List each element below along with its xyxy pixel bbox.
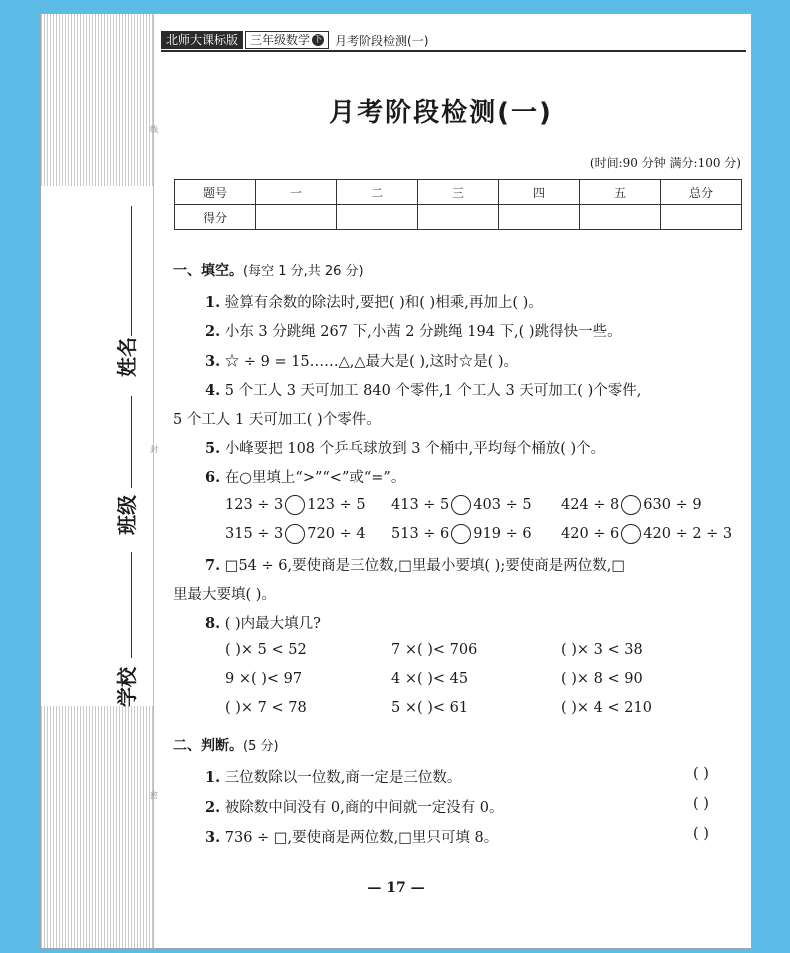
score-header-cell: 题号 <box>175 180 256 205</box>
inequality-item: ( )× 7 < 78 <box>225 700 307 716</box>
compare-item <box>561 524 732 544</box>
question-number: 3. <box>205 829 221 846</box>
question-1-4 <box>205 379 641 400</box>
question-text: ☆ ÷ 9 = 15……△,△最大是( ),这时☆是( )。 <box>224 354 519 370</box>
question-text: 在○里填上“>”“<”或“=”。 <box>224 470 406 486</box>
question-text: 被除数中间没有 0,商的中间就一定没有 0。 <box>224 800 504 816</box>
subject-text: 三年级数学 <box>250 33 311 47</box>
score-cell[interactable] <box>256 205 337 230</box>
compare-left: 315 ÷ 3 <box>225 526 284 542</box>
compare-item <box>561 495 702 515</box>
question-text: ( )内最大填几? <box>224 616 321 632</box>
answer-paren[interactable]: ( ) <box>693 826 709 842</box>
inequality-item: ( )× 3 < 38 <box>561 642 643 658</box>
question-number: 8. <box>205 615 221 632</box>
compare-item <box>391 524 532 544</box>
compare-item <box>225 495 366 515</box>
question-text: 736 ÷ □,要使商是两位数,□里只可填 8。 <box>224 830 499 846</box>
score-table <box>174 179 742 230</box>
question-text: 小峰要把 108 个乒乓球放到 3 个桶中,平均每个桶放( )个。 <box>224 441 606 457</box>
question-number: 7. <box>205 557 221 574</box>
question-number: 2. <box>205 323 221 340</box>
compare-item <box>225 524 366 544</box>
question-1-2 <box>205 320 622 341</box>
section1-title: 一、填空。 <box>173 263 243 279</box>
question-1-7 <box>205 554 625 575</box>
running-header <box>161 31 428 49</box>
compare-circle[interactable] <box>285 495 305 515</box>
score-cell[interactable] <box>580 205 661 230</box>
section1-note: (每空 1 分,共 26 分) <box>243 264 364 279</box>
header-rule <box>161 50 746 52</box>
question-1-7-cont: 里最大要填( )。 <box>173 587 276 603</box>
score-table-score-row <box>175 205 742 230</box>
score-header-cell: 五 <box>580 180 661 205</box>
cut-mark-bottom: 密 <box>150 791 158 800</box>
compare-circle[interactable] <box>621 495 641 515</box>
question-1-5 <box>205 437 605 458</box>
compare-circle[interactable] <box>285 524 305 544</box>
compare-right: 919 ÷ 6 <box>473 526 532 542</box>
inequality-item: ( )× 5 < 52 <box>225 642 307 658</box>
question-text: 小东 3 分跳绳 267 下,小茜 2 分跳绳 194 下,( )跳得快一些。 <box>224 324 622 340</box>
compare-left: 513 ÷ 6 <box>391 526 450 542</box>
question-2-3 <box>205 826 498 847</box>
binding-stripes-top <box>41 14 153 186</box>
subject-tag <box>245 31 329 49</box>
class-label: 班级 <box>115 495 139 535</box>
school-label: 学校 <box>115 667 139 707</box>
question-1-3 <box>205 350 518 371</box>
question-number: 2. <box>205 799 221 816</box>
compare-right: 420 ÷ 2 ÷ 3 <box>643 526 733 542</box>
compare-left: 413 ÷ 5 <box>391 497 450 513</box>
binding-stripes-bottom <box>41 706 153 949</box>
header-title: 月考阶段检测(一) <box>335 33 429 48</box>
question-1-6 <box>205 466 405 487</box>
compare-item <box>391 495 532 515</box>
page-title: 月考阶段检测(一) <box>329 98 553 128</box>
question-number: 1. <box>205 769 221 786</box>
compare-circle[interactable] <box>621 524 641 544</box>
question-2-1 <box>205 766 461 787</box>
inequality-item: 4 ×( )< 45 <box>391 671 469 687</box>
question-text: 5 个工人 3 天可加工 840 个零件,1 个工人 3 天可加工( )个零件, <box>224 383 642 399</box>
question-text: 验算有余数的除法时,要把( )和( )相乘,再加上( )。 <box>224 295 543 311</box>
score-header-cell: 三 <box>418 180 499 205</box>
section2-heading <box>173 735 279 755</box>
compare-right: 630 ÷ 9 <box>643 497 702 513</box>
question-text: □54 ÷ 6,要使商是三位数,□里最小要填( );要使商是两位数,□ <box>224 558 626 574</box>
school-line <box>131 552 132 658</box>
score-header-cell: 总分 <box>661 180 742 205</box>
compare-left: 123 ÷ 3 <box>225 497 284 513</box>
question-number: 5. <box>205 440 221 457</box>
question-text: 三位数除以一位数,商一定是三位数。 <box>224 770 462 786</box>
page-number: — 17 — <box>367 880 425 896</box>
question-number: 3. <box>205 353 221 370</box>
score-row-label: 得分 <box>175 205 256 230</box>
section1-heading <box>173 260 364 280</box>
compare-circle[interactable] <box>451 495 471 515</box>
score-header-cell: 二 <box>337 180 418 205</box>
worksheet-page <box>40 13 752 949</box>
question-number: 4. <box>205 382 221 399</box>
inequality-item: ( )× 4 < 210 <box>561 700 652 716</box>
name-line <box>131 206 132 336</box>
compare-right: 403 ÷ 5 <box>473 497 532 513</box>
question-1-4-cont: 5 个工人 1 天可加工( )个零件。 <box>173 412 381 428</box>
score-header-cell: 四 <box>499 180 580 205</box>
exam-info: (时间:90 分钟 满分:100 分) <box>589 156 741 170</box>
question-2-2 <box>205 796 504 817</box>
cut-mark-top: 线 <box>150 125 158 134</box>
inequality-item: ( )× 8 < 90 <box>561 671 643 687</box>
cut-mark-mid: 封 <box>150 445 158 454</box>
inequality-item: 9 ×( )< 97 <box>225 671 303 687</box>
answer-paren[interactable]: ( ) <box>693 796 709 812</box>
score-cell[interactable] <box>499 205 580 230</box>
compare-left: 424 ÷ 8 <box>561 497 620 513</box>
score-header-cell: 一 <box>256 180 337 205</box>
binding-strip <box>41 14 158 948</box>
question-1-1 <box>205 291 543 312</box>
score-table-header-row <box>175 180 742 205</box>
section2-note: (5 分) <box>243 739 279 754</box>
name-label: 姓名 <box>115 337 139 377</box>
edition-tag: 北师大课标版 <box>161 31 243 49</box>
compare-right: 123 ÷ 5 <box>307 497 366 513</box>
section2-title: 二、判断。 <box>173 738 243 754</box>
answer-paren[interactable]: ( ) <box>693 766 709 782</box>
compare-circle[interactable] <box>451 524 471 544</box>
compare-right: 720 ÷ 4 <box>307 526 366 542</box>
question-number: 6. <box>205 469 221 486</box>
score-cell[interactable] <box>661 205 742 230</box>
inequality-item: 5 ×( )< 61 <box>391 700 469 716</box>
compare-left: 420 ÷ 6 <box>561 526 620 542</box>
inequality-item: 7 ×( )< 706 <box>391 642 478 658</box>
volume-badge: 下 <box>313 35 323 45</box>
class-line <box>131 396 132 488</box>
question-number: 1. <box>205 294 221 311</box>
score-cell[interactable] <box>337 205 418 230</box>
score-cell[interactable] <box>418 205 499 230</box>
question-1-8 <box>205 612 321 633</box>
